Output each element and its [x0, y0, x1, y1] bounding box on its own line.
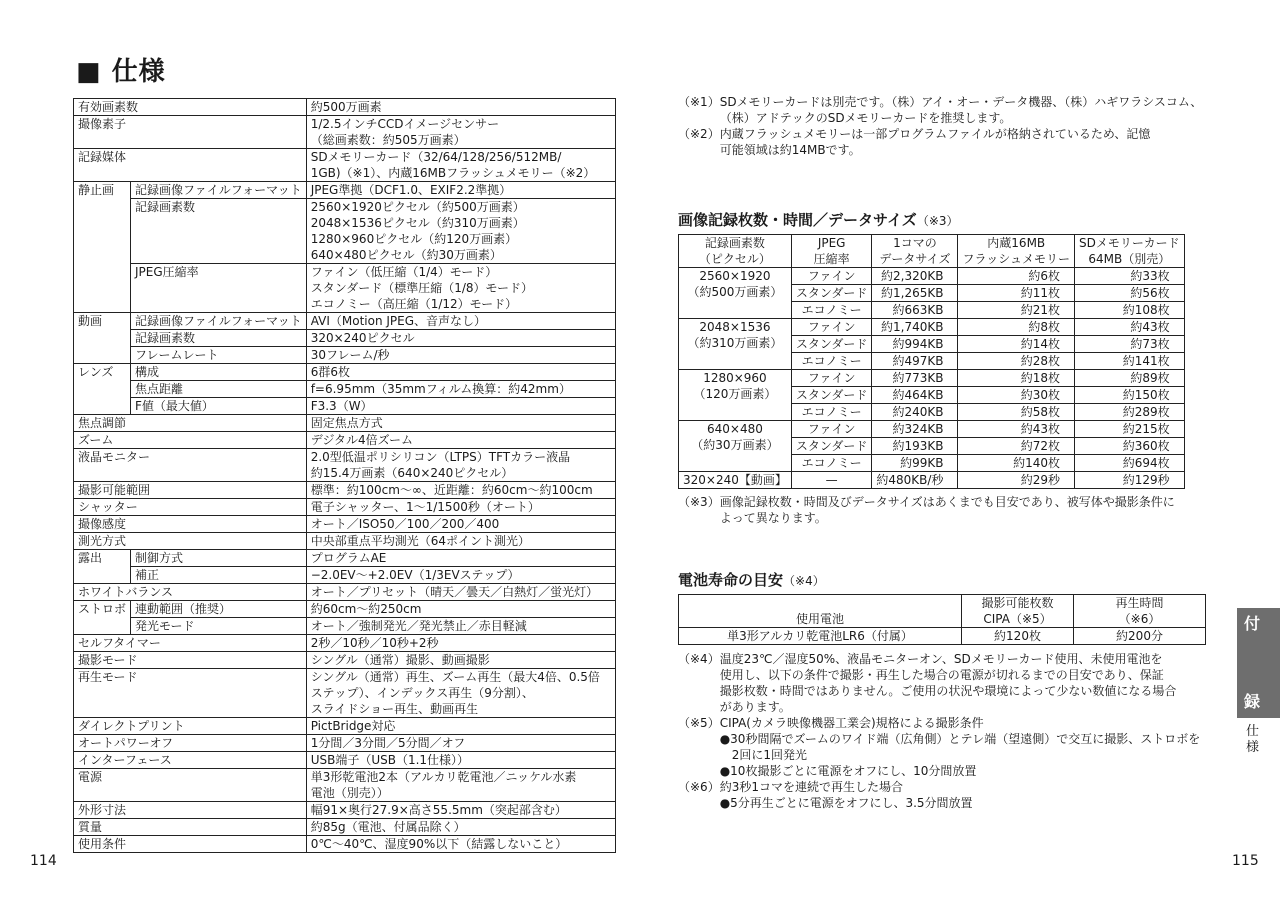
spec-value: オート／ISO50／100／200／400 [306, 516, 615, 533]
recording-cell: エコノミー [791, 353, 872, 370]
spec-label: オートパワーオフ [74, 735, 307, 752]
battery-title-text: 電池寿命の目安 [678, 571, 784, 589]
spec-row [74, 149, 616, 182]
footnote-text: CIPA(カメラ映像機器工業会)規格による撮影条件 ●30秒間隔でズームのワイド端（広角側）とテレ端（望遠側）で交互に撮影、ストロボを 2回に1回発光 ●10枚撮影ごとに電源をオフにし、10分間放置 [719, 716, 1201, 778]
recording-title-note: （※3） [916, 214, 959, 228]
spec-group-label: ストロボ [74, 601, 131, 635]
recording-header: SDメモリーカード 64MB（別売） [1075, 235, 1185, 268]
spec-label: 撮影可能範囲 [74, 482, 307, 499]
spec-table [73, 98, 616, 853]
battery-cell: 約120枚 [962, 628, 1074, 645]
recording-cell: 約18枚 [958, 370, 1075, 387]
recording-header: JPEG 圧縮率 [791, 235, 872, 268]
spec-label: 撮影モード [74, 652, 307, 669]
spec-value: 6群6枚 [306, 364, 615, 381]
spec-sub-label: 連動範囲（推奨） [131, 601, 307, 618]
spec-value: シングル（通常）撮影、動画撮影 [306, 652, 615, 669]
recording-cell: 約480KB/秒 [872, 472, 958, 489]
recording-section-title [678, 210, 1228, 231]
footnote-mark: （※2） [678, 127, 720, 141]
spec-label: インターフェース [74, 752, 307, 769]
recording-cell: 約28枚 [958, 353, 1075, 370]
spec-label: シャッター [74, 499, 307, 516]
recording-cell: スタンダード [791, 285, 872, 302]
spec-value: 1分間／3分間／5分間／オフ [306, 735, 615, 752]
note-mark: （※3） [678, 495, 720, 509]
recording-cell: 約129秒 [1075, 472, 1185, 489]
spec-sub-label: 焦点距離 [131, 381, 307, 398]
footnote-mark: （※4） [678, 652, 720, 666]
spec-sub-label: 記録画像ファイルフォーマット [131, 313, 307, 330]
spec-label: 記録媒体 [74, 149, 307, 182]
recording-cell: 約43枚 [958, 421, 1075, 438]
spec-group-label: 露出 [74, 550, 131, 584]
spec-row [74, 752, 616, 769]
spec-sub-label: 記録画素数 [131, 330, 307, 347]
spec-label: 測光方式 [74, 533, 307, 550]
recording-cell: 約324KB [872, 421, 958, 438]
spec-label: 撮像素子 [74, 116, 307, 149]
spec-row [74, 584, 616, 601]
spec-sub-label: フレームレート [131, 347, 307, 364]
spec-label: 質量 [74, 819, 307, 836]
recording-cell: ファイン [791, 268, 872, 285]
recording-cell: — [791, 472, 872, 489]
spec-row [74, 182, 616, 199]
resolution-cell: 640×480 （約30万画素） [679, 421, 792, 472]
tab-char: 録 [1244, 692, 1261, 711]
recording-cell: 約2,320KB [872, 268, 958, 285]
recording-cell: 約8枚 [958, 319, 1075, 336]
spec-label: 電源 [74, 769, 307, 802]
recording-cell: 約73枚 [1075, 336, 1185, 353]
spec-row [74, 652, 616, 669]
spec-label: 有効画素数 [74, 99, 307, 116]
battery-table [678, 594, 1206, 645]
battery-section-title [678, 570, 1228, 591]
recording-header: 記録画素数 （ピクセル） [679, 235, 792, 268]
footnote-mark: （※1） [678, 95, 720, 109]
recording-cell: ファイン [791, 370, 872, 387]
recording-cell: 約33枚 [1075, 268, 1185, 285]
spec-value: 0℃〜40℃、湿度90%以下（結露しないこと） [306, 836, 615, 853]
recording-cell: スタンダード [791, 387, 872, 404]
spec-sub-label: F値（最大値） [131, 398, 307, 415]
recording-cell: 約43枚 [1075, 319, 1185, 336]
note-3 [678, 494, 1228, 526]
recording-cell: ファイン [791, 319, 872, 336]
resolution-cell: 1280×960 （120万画素） [679, 370, 792, 421]
spec-row [74, 415, 616, 432]
spec-row [74, 567, 616, 584]
footnote [678, 779, 1228, 811]
footnote-mark: （※6） [678, 780, 720, 794]
spec-label: 焦点調節 [74, 415, 307, 432]
recording-cell: 約1,740KB [872, 319, 958, 336]
battery-row [679, 628, 1206, 645]
spec-value: 標準：約100cm〜∞、近距離：約60cm〜約100cm [306, 482, 615, 499]
spec-label: ダイレクトプリント [74, 718, 307, 735]
battery-header: 使用電池 [679, 595, 962, 628]
spec-value: 約500万画素 [306, 99, 615, 116]
recording-row [679, 472, 1185, 489]
footnote [678, 94, 1228, 126]
battery-title-note: （※4） [783, 574, 825, 588]
recording-cell: 約14枚 [958, 336, 1075, 353]
spec-value: F3.3（W） [306, 398, 615, 415]
recording-row [679, 268, 1185, 285]
recording-cell: 約30枚 [958, 387, 1075, 404]
spec-row [74, 550, 616, 567]
recording-header: 内蔵16MB フラッシュメモリー [958, 235, 1075, 268]
spec-row [74, 735, 616, 752]
right-page-content [678, 94, 1228, 811]
spec-value: PictBridge対応 [306, 718, 615, 735]
recording-cell: 約694枚 [1075, 455, 1185, 472]
tab-section-label: 仕様 [1246, 724, 1260, 755]
spec-label: 外形寸法 [74, 802, 307, 819]
recording-cell: 約21枚 [958, 302, 1075, 319]
recording-cell: 約11枚 [958, 285, 1075, 302]
battery-header: 撮影可能枚数 CIPA（※5） [962, 595, 1074, 628]
spec-value: 約60cm〜約250cm [306, 601, 615, 618]
recording-cell: スタンダード [791, 336, 872, 353]
spec-label: ズーム [74, 432, 307, 449]
spec-value: デジタル4倍ズーム [306, 432, 615, 449]
recording-cell: 約497KB [872, 353, 958, 370]
recording-title-text: 画像記録枚数・時間／データサイズ [678, 211, 917, 229]
recording-cell: エコノミー [791, 302, 872, 319]
recording-cell: 約360枚 [1075, 438, 1185, 455]
spec-row [74, 819, 616, 836]
footnote-text: 内蔵フラッシュメモリーは一部プログラムファイルが格納されているため、記憶 可能領域は約14MBです。 [719, 127, 1151, 157]
spec-value: f=6.95mm（35mmフィルム換算：約42mm） [306, 381, 615, 398]
spec-value: 単3形乾電池2本（アルカリ乾電池／ニッケル水素 電池（別売）） [306, 769, 615, 802]
tab-char: 付 [1244, 614, 1261, 633]
resolution-cell: 2560×1920 （約500万画素） [679, 268, 792, 319]
recording-cell: 約994KB [872, 336, 958, 353]
spec-row [74, 836, 616, 853]
recording-cell: 約108枚 [1075, 302, 1185, 319]
spec-sub-label: JPEG圧縮率 [131, 264, 307, 313]
recording-header: 1コマの データサイズ [872, 235, 958, 268]
spec-row [74, 313, 616, 330]
spec-value: 固定焦点方式 [306, 415, 615, 432]
spec-group-label: 静止画 [74, 182, 131, 313]
recording-cell: 約193KB [872, 438, 958, 455]
recording-row [679, 370, 1185, 387]
page-number-right: 115 [1232, 853, 1259, 869]
spec-sub-label: 記録画像ファイルフォーマット [131, 182, 307, 199]
recording-cell: 約141枚 [1075, 353, 1185, 370]
page-title: ■ 仕様 [76, 57, 166, 87]
recording-row [679, 421, 1185, 438]
spec-row [74, 669, 616, 718]
spec-value: 電子シャッター、1〜1/1500秒（オート） [306, 499, 615, 516]
footnote-mark: （※5） [678, 716, 720, 730]
spec-row [74, 635, 616, 652]
spec-value: 320×240ピクセル [306, 330, 615, 347]
recording-row [679, 319, 1185, 336]
spec-row [74, 99, 616, 116]
spec-label: セルフタイマー [74, 635, 307, 652]
spec-row [74, 330, 616, 347]
recording-table [678, 234, 1185, 489]
spec-row [74, 116, 616, 149]
spec-value: SDメモリーカード（32/64/128/256/512MB/ 1GB)（※1）、内蔵16MBフラッシュメモリー（※2） [306, 149, 615, 182]
battery-cell: 約200分 [1074, 628, 1206, 645]
spec-row [74, 533, 616, 550]
recording-cell: エコノミー [791, 404, 872, 421]
spec-row [74, 199, 616, 264]
spec-sub-label: 補正 [131, 567, 307, 584]
recording-cell: 約6枚 [958, 268, 1075, 285]
recording-cell: 約72枚 [958, 438, 1075, 455]
battery-notes [678, 651, 1228, 811]
spec-value: USB端子（USB（1.1仕様）） [306, 752, 615, 769]
spec-value: AVI（Motion JPEG、音声なし） [306, 313, 615, 330]
spec-label: 液晶モニター [74, 449, 307, 482]
resolution-cell: 320×240【動画】 [679, 472, 792, 489]
recording-cell: 約29秒 [958, 472, 1075, 489]
spec-value: 2560×1920ピクセル（約500万画素） 2048×1536ピクセル（約310万画素） 1280×960ピクセル（約120万画素） 640×480ピクセル（約30万画素） [306, 199, 615, 264]
spec-row [74, 516, 616, 533]
spec-sub-label: 記録画素数 [131, 199, 307, 264]
footnote [678, 715, 1228, 779]
page-number-left: 114 [30, 853, 57, 869]
recording-cell: 約150枚 [1075, 387, 1185, 404]
spec-value: プログラムAE [306, 550, 615, 567]
spec-value: 中央部重点平均測光（64ポイント測光） [306, 533, 615, 550]
spec-value: オート／強制発光／発光禁止／赤目軽減 [306, 618, 615, 635]
spec-value: JPEG準拠（DCF1.0、EXIF2.2準拠） [306, 182, 615, 199]
appendix-tab[interactable] [1237, 608, 1280, 718]
spec-label: ホワイトバランス [74, 584, 307, 601]
spec-group-label: レンズ [74, 364, 131, 415]
recording-cell: エコノミー [791, 455, 872, 472]
spec-value: 約85g（電池、付属品除く） [306, 819, 615, 836]
recording-cell: 約215枚 [1075, 421, 1185, 438]
recording-cell: 約89枚 [1075, 370, 1185, 387]
footnote-text: SDメモリーカードは別売です。（株）アイ・オー・データ機器、（株）ハギワラシスコム、 （株）アドテックのSDメモリーカードを推奨します。 [719, 95, 1203, 125]
spec-row [74, 482, 616, 499]
spec-row [74, 381, 616, 398]
spec-row [74, 618, 616, 635]
spec-row [74, 499, 616, 516]
spec-row [74, 449, 616, 482]
recording-cell: 約140枚 [958, 455, 1075, 472]
recording-cell: 約773KB [872, 370, 958, 387]
spec-value: 1/2.5インチCCDイメージセンサー （総画素数：約505万画素） [306, 116, 615, 149]
spec-row [74, 718, 616, 735]
battery-cell: 単3形アルカリ乾電池LR6（付属） [679, 628, 962, 645]
spec-value: −2.0EV〜+2.0EV（1/3EVステップ） [306, 567, 615, 584]
spec-row [74, 364, 616, 381]
spec-sub-label: 発光モード [131, 618, 307, 635]
spec-label: 使用条件 [74, 836, 307, 853]
recording-cell: 約663KB [872, 302, 958, 319]
spec-value: 30フレーム/秒 [306, 347, 615, 364]
spec-sub-label: 制御方式 [131, 550, 307, 567]
recording-cell: 約1,265KB [872, 285, 958, 302]
spec-row [74, 769, 616, 802]
recording-cell: 約58枚 [958, 404, 1075, 421]
spec-value: オート／プリセット（晴天／曇天／白熱灯／蛍光灯） [306, 584, 615, 601]
footnote [678, 126, 1228, 158]
spec-row [74, 802, 616, 819]
spec-row [74, 347, 616, 364]
spec-label: 再生モード [74, 669, 307, 718]
footnote-text: 約3秒1コマを連続で再生した場合 ●5分再生ごとに電源をオフにし、3.5分間放置 [719, 780, 973, 810]
notes-top [678, 94, 1228, 158]
recording-cell: 約99KB [872, 455, 958, 472]
footnote-text: 温度23℃／湿度50%、液晶モニターオン、SDメモリーカード使用、未使用電池を 使用し、以下の条件で撮影・再生した場合の電源が切れるまでの目安であり、保証 撮影枚数・時間ではありません。ご使用の状況や環境によって少ない数値になる場合 があります。 [719, 652, 1177, 714]
recording-cell: 約289枚 [1075, 404, 1185, 421]
spec-value: 幅91×奥行27.9×高さ55.5mm（突起部含む） [306, 802, 615, 819]
recording-cell: 約464KB [872, 387, 958, 404]
spec-row [74, 601, 616, 618]
spec-row [74, 432, 616, 449]
battery-header: 再生時間 （※6） [1074, 595, 1206, 628]
spec-sub-label: 構成 [131, 364, 307, 381]
recording-cell: ファイン [791, 421, 872, 438]
spec-value: 2秒／10秒／10秒+2秒 [306, 635, 615, 652]
spec-value: ファイン（低圧縮（1/4）モード） スタンダード（標準圧縮（1/8）モード） エコノミー（高圧縮（1/12）モード） [306, 264, 615, 313]
spec-label: 撮像感度 [74, 516, 307, 533]
resolution-cell: 2048×1536 （約310万画素） [679, 319, 792, 370]
spec-row [74, 398, 616, 415]
recording-cell: スタンダード [791, 438, 872, 455]
footnote [678, 651, 1228, 715]
note-text: 画像記録枚数・時間及びデータサイズはあくまでも目安であり、被写体や撮影条件に よって異なります。 [719, 495, 1175, 525]
spec-group-label: 動画 [74, 313, 131, 364]
recording-cell: 約240KB [872, 404, 958, 421]
spec-row [74, 264, 616, 313]
recording-cell: 約56枚 [1075, 285, 1185, 302]
spec-value: シングル（通常）再生、ズーム再生（最大4倍、0.5倍 ステップ）、インデックス再生（9分割）、 スライドショー再生、動画再生 [306, 669, 615, 718]
spec-value: 2.0型低温ポリシリコン（LTPS）TFTカラー液晶 約15.4万画素（640×240ピクセル） [306, 449, 615, 482]
